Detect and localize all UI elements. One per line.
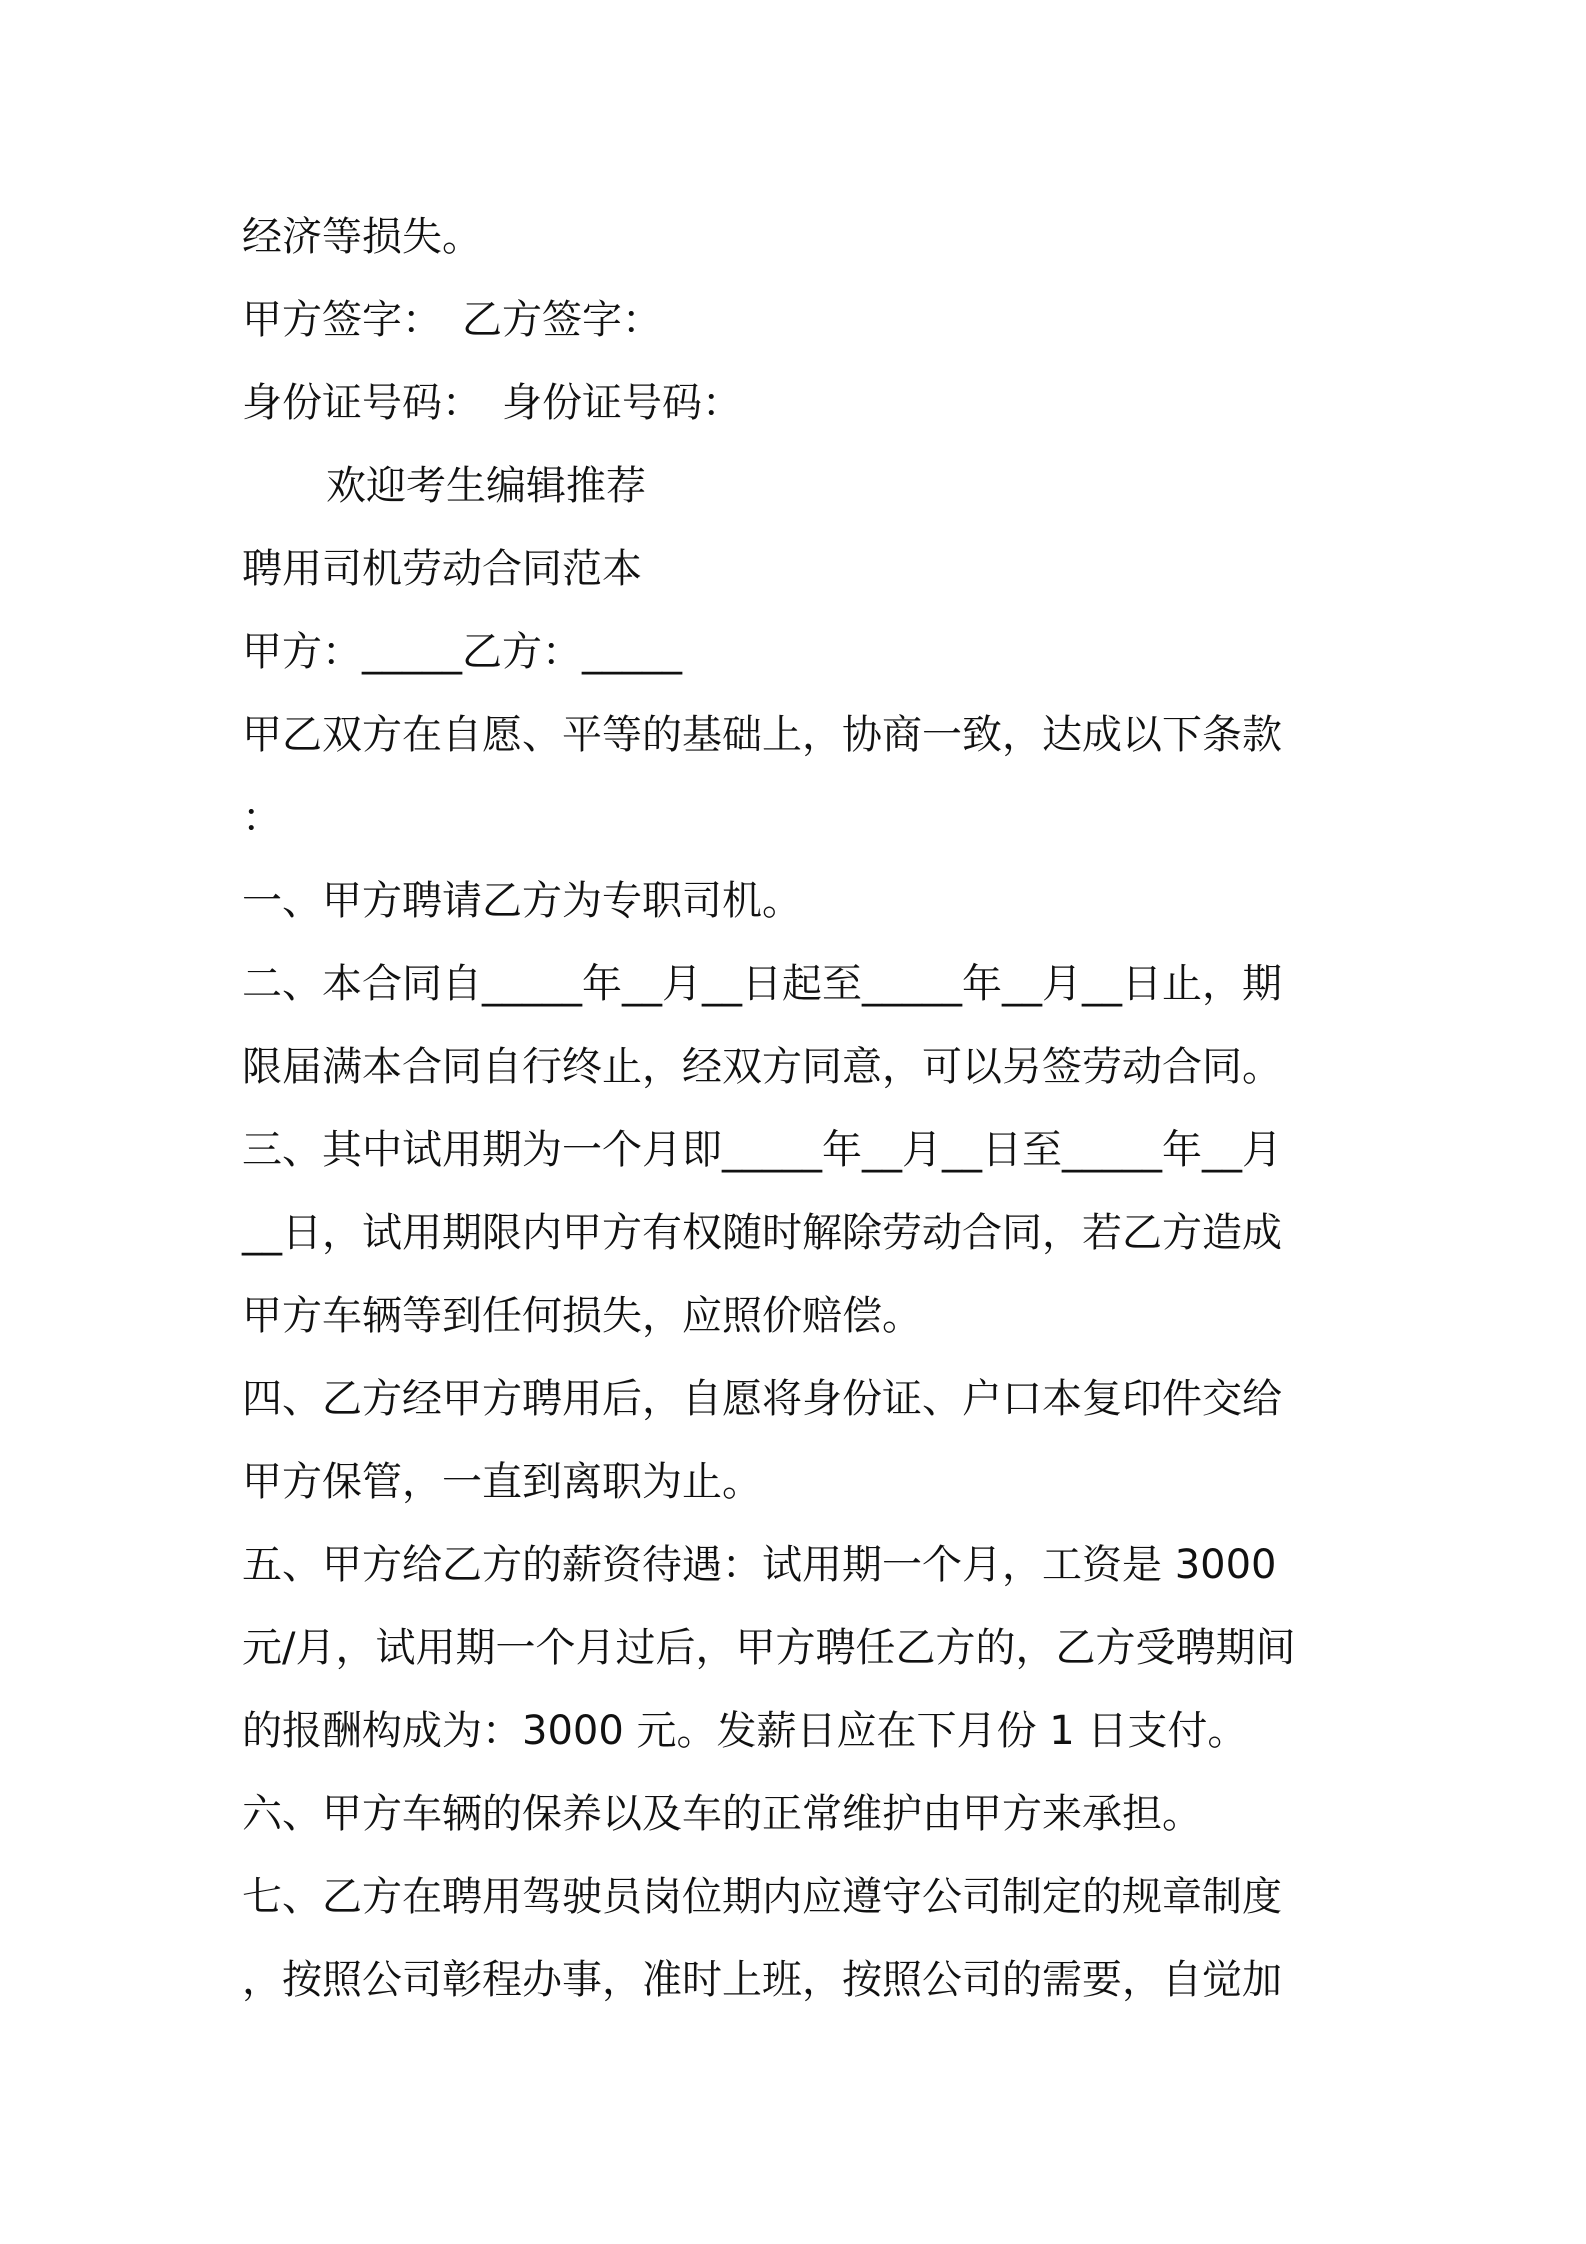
clause-6: 六、甲方车辆的保养以及车的正常维护由甲方来承担。 <box>242 1791 1202 1837</box>
clause-5-line-3: 的报酬构成为：3000 元。发薪日应在下月份 1 日支付。 <box>242 1708 1248 1754</box>
clause-1: 一、甲方聘请乙方为专职司机。 <box>242 878 802 924</box>
preamble-line-2: ： <box>242 795 282 841</box>
document-title: 聘用司机劳动合同范本 <box>242 546 642 592</box>
id-number-line: 身份证号码： 身份证号码： <box>242 380 742 426</box>
clause-3-line-3: 甲方车辆等到任何损失，应照价赔偿。 <box>242 1293 922 1339</box>
clause-2-line-1: 二、本合同自_____年__月__日起至_____年__月__日止，期 <box>242 961 1282 1007</box>
clause-7-line-1: 七、乙方在聘用驾驶员岗位期内应遵守公司制定的规章制度 <box>242 1874 1282 1920</box>
clause-2-line-2: 限届满本合同自行终止，经双方同意，可以另签劳动合同。 <box>242 1044 1282 1090</box>
clause-5-line-2: 元/月，试用期一个月过后，甲方聘任乙方的，乙方受聘期间 <box>242 1625 1296 1671</box>
clause-5-line-1: 五、甲方给乙方的薪资待遇：试用期一个月，工资是 3000 <box>242 1542 1277 1588</box>
clause-7-line-2: ，按照公司彰程办事，准时上班，按照公司的需要，自觉加 <box>242 1957 1282 2003</box>
document-body <box>242 196 1354 2022</box>
clause-3-line-1: 三、其中试用期为一个月即_____年__月__日至_____年__月 <box>242 1127 1282 1173</box>
clause-4-line-2: 甲方保管，一直到离职为止。 <box>242 1459 762 1505</box>
signature-line: 甲方签字： 乙方签字： <box>242 297 662 343</box>
party-line: 甲方：_____乙方：_____ <box>242 629 682 675</box>
preamble-line-1: 甲乙双方在自愿、平等的基础上，协商一致，达成以下条款 <box>242 712 1282 758</box>
recommendation-line: 欢迎考生编辑推荐 <box>326 463 646 509</box>
text-line-loss: 经济等损失。 <box>242 214 482 260</box>
clause-4-line-1: 四、乙方经甲方聘用后，自愿将身份证、户口本复印件交给 <box>242 1376 1282 1422</box>
clause-3-line-2: __日，试用期限内甲方有权随时解除劳动合同，若乙方造成 <box>242 1210 1282 1256</box>
